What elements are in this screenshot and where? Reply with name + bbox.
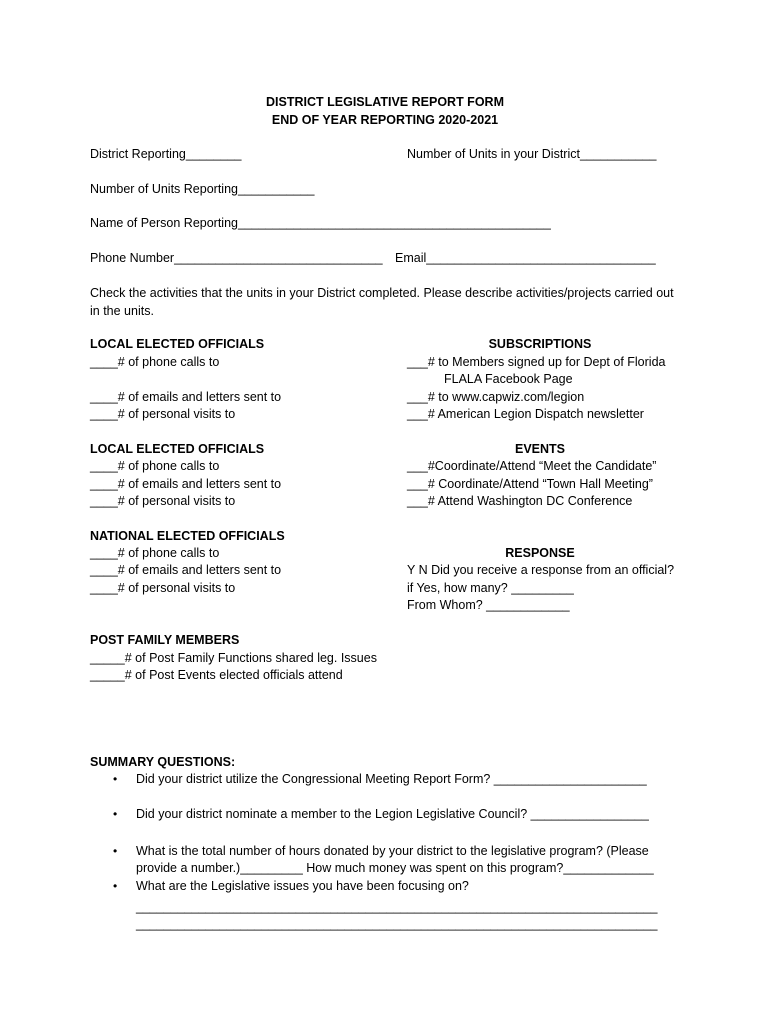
response-from-whom[interactable]: From Whom? ____________ [407,598,570,612]
event-town-hall[interactable]: ___# Coordinate/Attend “Town Hall Meeting” [407,477,653,491]
bullet-icon: • [113,879,118,893]
form-title: DISTRICT LEGISLATIVE REPORT FORM [266,95,504,109]
summary-question-3[interactable]: What is the total number of hours donated by your district to the legislative program? (Please [136,844,649,858]
national-emails-letters[interactable]: ____# of emails and letters sent to [90,563,282,577]
event-meet-candidate[interactable]: ___#Coordinate/Attend “Meet the Candidate” [407,459,657,473]
local-personal-visits[interactable]: ____# of personal visits to [90,407,236,421]
post-events-attend[interactable]: _____# of Post Events elected officials attend [90,668,343,682]
bullet-icon: • [113,844,118,858]
bullet-icon: • [113,772,118,786]
summary-heading: SUMMARY QUESTIONS: [90,755,236,769]
subscription-capwiz[interactable]: ___# to www.capwiz.com/legion [407,390,585,404]
local-officials-heading: LOCAL ELECTED OFFICIALS [90,337,265,351]
subscription-facebook-cont: FLALA Facebook Page [444,372,573,386]
local-emails-letters[interactable]: ____# of emails and letters sent to [90,390,282,404]
local-phone-calls-2[interactable]: ____# of phone calls to [90,459,220,473]
national-officials-heading: NATIONAL ELECTED OFFICIALS [90,529,285,543]
response-how-many[interactable]: if Yes, how many? _________ [407,581,574,595]
response-heading: RESPONSE [505,546,575,560]
national-phone-calls[interactable]: ____# of phone calls to [90,546,220,560]
post-family-functions[interactable]: _____# of Post Family Functions shared leg. Issues [90,651,377,665]
form-subtitle: END OF YEAR REPORTING 2020-2021 [271,113,499,127]
summary-question-3-cont[interactable]: provide a number.)_________ How much money was spent on this program?_____________ [136,861,654,875]
local-officials-heading-2: LOCAL ELECTED OFFICIALS [90,442,265,456]
email-field[interactable]: Email_________________________________ [395,251,656,265]
summary-answer-line-1[interactable]: ___________________________________________________________________________ [136,900,658,914]
subscription-dispatch[interactable]: ___# American Legion Dispatch newsletter [407,407,644,421]
local-emails-letters-2[interactable]: ____# of emails and letters sent to [90,477,282,491]
subscription-facebook[interactable]: ___# to Members signed up for Dept of Florida [407,355,666,369]
units-in-district-field[interactable]: Number of Units in your District___________ [407,147,657,161]
bullet-icon: • [113,807,118,821]
instructions-text: Check the activities that the units in your District completed. Please describe activities/projects carried out in the units. [90,286,674,318]
post-family-heading: POST FAMILY MEMBERS [90,633,240,647]
summary-question-4: What are the Legislative issues you have been focusing on? [136,879,469,893]
summary-answer-line-2[interactable]: ___________________________________________________________________________ [136,917,658,931]
district-reporting-field[interactable]: District Reporting________ [90,147,242,161]
events-heading: EVENTS [514,442,565,456]
units-reporting-field[interactable]: Number of Units Reporting___________ [90,182,315,196]
local-personal-visits-2[interactable]: ____# of personal visits to [90,494,236,508]
phone-field[interactable]: Phone Number______________________________ [90,251,383,265]
national-personal-visits[interactable]: ____# of personal visits to [90,581,236,595]
subscriptions-heading: SUBSCRIPTIONS [488,337,592,351]
local-phone-calls[interactable]: ____# of phone calls to [90,355,220,369]
person-reporting-field[interactable]: Name of Person Reporting_____________________________________________ [90,216,551,230]
event-dc-conference[interactable]: ___# Attend Washington DC Conference [407,494,633,508]
summary-question-1[interactable]: Did your district utilize the Congressional Meeting Report Form? ______________________ [136,772,647,786]
summary-question-2[interactable]: Did your district nominate a member to the Legion Legislative Council? _________________ [136,807,649,821]
response-yes-no[interactable]: Y N Did you receive a response from an official? [407,563,675,577]
